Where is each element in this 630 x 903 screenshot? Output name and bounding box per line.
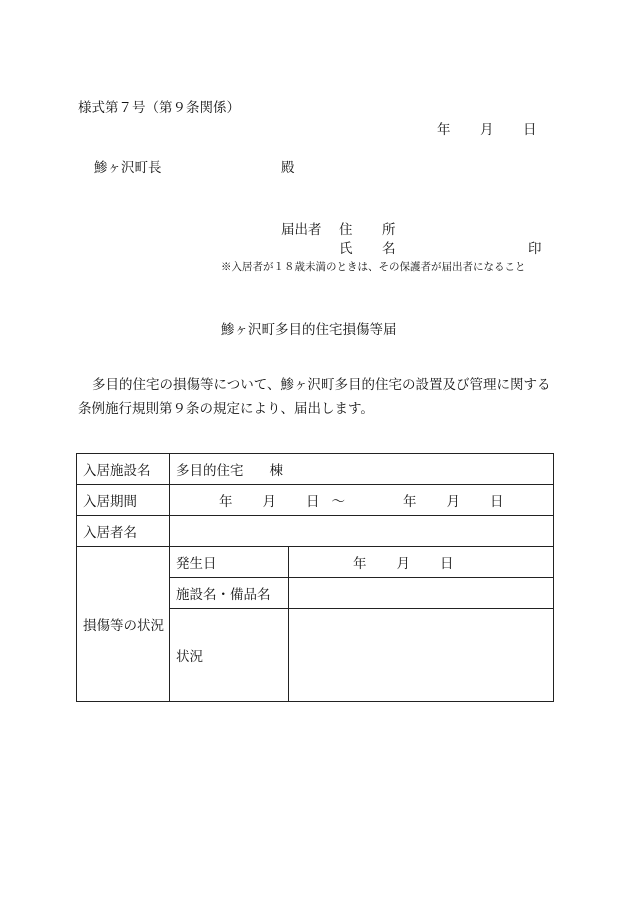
body-paragraph <box>78 373 558 421</box>
occurrence-month: 月 <box>396 556 410 572</box>
resident-label: 入居者名 <box>77 516 170 547</box>
period-start-year: 年 <box>219 494 233 510</box>
period-end-month: 月 <box>446 494 460 510</box>
resident-value-cell[interactable] <box>170 516 554 547</box>
date-year-label: 年 <box>437 122 451 138</box>
seal-mark: 印 <box>528 241 542 257</box>
body-text: 多目的住宅の損傷等について、鯵ヶ沢町多目的住宅の設置及び管理に関する条例施行規則第９条の規定により、届出します。 <box>78 377 551 417</box>
occurrence-year: 年 <box>353 556 367 572</box>
addressee-name: 鯵ヶ沢町長 <box>94 160 162 176</box>
date-month-label: 月 <box>480 122 494 138</box>
situation-value-cell[interactable] <box>289 609 554 702</box>
period-start-month: 月 <box>262 494 276 510</box>
period-end-day: 日 <box>490 494 504 510</box>
address-label-2: 所 <box>382 222 396 238</box>
occurrence-date-label: 発生日 <box>170 547 289 578</box>
period-start-day: 日 <box>306 494 320 510</box>
period-value-cell[interactable] <box>170 485 554 516</box>
period-label: 入居期間 <box>77 485 170 516</box>
occurrence-day: 日 <box>440 556 454 572</box>
situation-label: 状況 <box>170 609 289 702</box>
period-tilde: ～ <box>331 494 345 510</box>
period-row <box>77 485 554 516</box>
damage-date-row <box>77 547 554 578</box>
notification-table <box>76 453 554 702</box>
facility-label: 入居施設名 <box>77 454 170 485</box>
applicant-note: ※入居者が１８歳未満のときは、その保護者が届出者になること <box>221 261 526 273</box>
addressee-honorific: 殿 <box>281 160 295 176</box>
name-label-1: 氏 <box>339 241 353 257</box>
facility-row <box>77 454 554 485</box>
facility-item-value-cell[interactable] <box>289 578 554 609</box>
occurrence-date-value-cell[interactable] <box>289 547 554 578</box>
document-title: 鯵ヶ沢町多目的住宅損傷等届 <box>221 322 397 338</box>
applicant-label: 届出者 <box>281 222 322 238</box>
form-number: 様式第７号（第９条関係） <box>78 100 240 116</box>
facility-unit: 棟 <box>269 463 283 479</box>
resident-row <box>77 516 554 547</box>
damage-label: 損傷等の状況 <box>77 547 170 702</box>
address-label-1: 住 <box>339 222 353 238</box>
facility-item-label: 施設名・備品名 <box>170 578 289 609</box>
name-label-2: 名 <box>382 241 396 257</box>
facility-value-cell[interactable] <box>170 454 554 485</box>
period-end-year: 年 <box>403 494 417 510</box>
facility-value: 多目的住宅 <box>176 463 244 479</box>
date-day-label: 日 <box>523 122 537 138</box>
